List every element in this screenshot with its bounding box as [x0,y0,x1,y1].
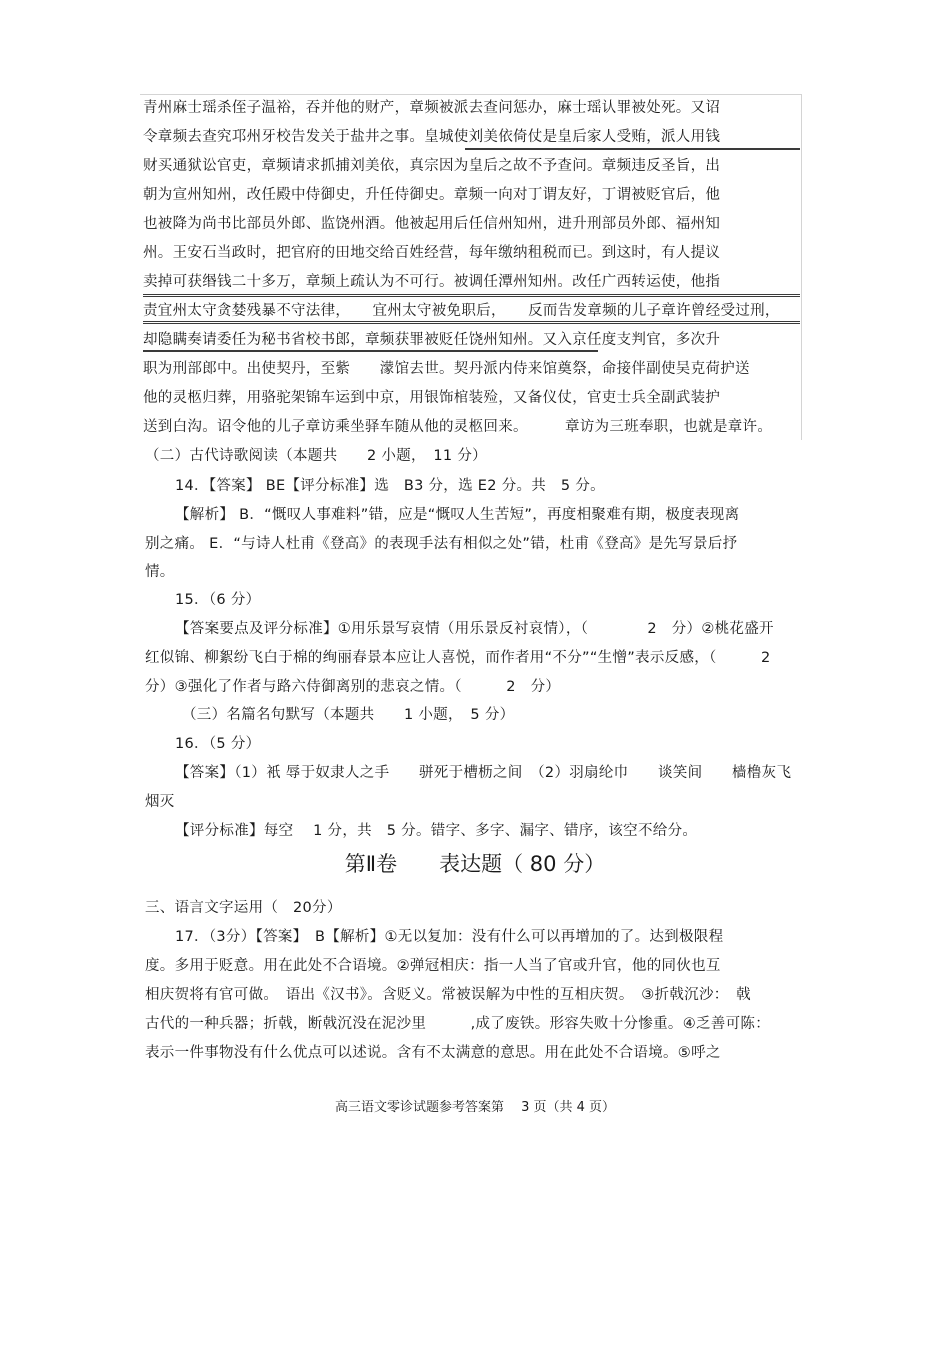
passage-underline [143,350,598,352]
q17-line: 度。多用于贬意。用在此处不合语境。②弹冠相庆：指一人当了官或升官，他的同伙也互 [145,958,721,974]
passage-line: 令章频去查究邛州牙校告发关于盐井之事。皇城使刘美依倚仗是皇后家人受贿，派人用钱 [143,129,721,145]
q16-line: 烟灭 [145,794,175,810]
q17-line: 古代的一种兵器；折戟，断戟沉没在泥沙里 ,成了废铁。形容失败十分惨重。④乏善可陈： [145,1016,771,1032]
page-footer: 高三语文零诊试题参考答案第 3 页（共 4 页） [334,1100,616,1115]
passage-line: 青州麻士瑶杀侄子温裕，吞并他的财产，章频被派去查问惩办，麻士瑶认罪被处死。又诏 [143,100,721,116]
passage-underline [465,148,800,150]
q15-line: 红似锦、柳絮纷飞白于棉的绚丽春景本应让人喜悦，而作者用“不分”“生憎”表示反感，（ 2 [145,650,771,666]
passage-line: 州。王安石当政时，把官府的田地交给百姓经营，每年缴纳租税而已。到这时，有人提议 [143,245,721,261]
passage-line: 职为刑部郎中。出使契丹，至紫 濛馆去世。契丹派内侍来馆奠祭，命接伴副使吴克荷护送 [143,361,750,377]
q15-heading: 15．（6 分） [175,592,261,608]
passage-line: 却隐瞒奏请委任为秘书省校书郎，章频获罪被贬任饶州知州。又入京任度支判官，多次升 [143,332,721,348]
q14-analysis-line: 【解析】 B．“慨叹人事难料”错，应是“慨叹人生苦短”，再度相聚难有期，极度表现离 [175,507,740,523]
part2-title: 第Ⅱ卷 表达题（ 80 分） [344,852,606,876]
passage-line: 他的灵柩归葬，用骆驼架锦车运到中京，用银饰棺装殓，又备仪仗，官吏士兵全副武装护 [143,390,721,406]
q17-line: 17．（3分）【答案】 B【解析】①无以复加：没有什么可以再增加的了。达到极限程 [175,929,724,945]
q15-line: 分）③强化了作者与路六侍御离别的悲哀之情。（ 2 分） [145,679,561,695]
passage-line: 卖掉可获缗钱二十多万，章频上疏认为不可行。被调任潭州知州。改任广西转运使，他指 [143,274,721,290]
q14-answer: 14．【答案】 BE【评分标准】选 B3 分，选 E2 分。共 5 分。 [175,478,605,494]
recite-section-heading: （三）名篇名句默写（本题共 1 小题， 5 分） [182,707,515,723]
passage-line: 朝为宣州知州，改任殿中侍御史，升任侍御史。章频一向对丁谓友好，丁谓被贬官后，他 [143,187,721,203]
q17-line: 相庆贺将有官可做。 语出《汉书》。含贬义。常被误解为中性的互相庆贺。 ③折戟沉沙： 戟 [145,987,751,1003]
passage-line: 送到白沟。诏令他的儿子章访乘坐驿车随从他的灵柩回来。 章访为三班奉职，也就是章许。 [143,419,773,435]
q14-analysis-line: 别之痛。 E．“与诗人杜甫《登高》的表现手法有相似之处”错，杜甫《登高》是先写景后抒 [145,536,738,552]
passage-line: 也被降为尚书比部员外郎、监饶州酒。他被起用后任信州知州，进升刑部员外郎、福州知 [143,216,721,232]
passage-line: 财买通狱讼官吏，章频请求抓捕刘美依，真宗因为皇后之故不予查问。章频违反圣旨，出 [143,158,721,174]
passage-line: 责宜州太守贪婪残暴不守法律， 宜州太守被免职后， 反而告发章频的儿子章许曾经受过刑， [143,303,780,319]
section3-heading: 三、语言文字运用（ 20分） [145,900,342,916]
q14-analysis-line: 情。 [145,564,175,580]
q16-line: 【答案】（1）衹 辱于奴隶人之手 骈死于槽枥之间 （2）羽扇纶巾 谈笑间 樯橹灰飞 [175,765,792,781]
q15-line: 【答案要点及评分标准】①用乐景写哀情（用乐景反衬哀情），（ 2 分）②桃花盛开 [175,621,774,637]
passage-underline [143,321,800,324]
q16-heading: 16．（5 分） [175,736,261,752]
q17-line: 表示一件事物没有什么优点可以述说。含有不太满意的意思。用在此处不合语境。⑤呼之 [145,1045,721,1061]
passage-underline [143,294,800,297]
poetry-section-heading: （二）古代诗歌阅读（本题共 2 小题， 11 分） [145,448,487,464]
q16-scoring: 【评分标准】每空 1 分，共 5 分。错字、多字、漏字、错序，该空不给分。 [175,823,698,839]
